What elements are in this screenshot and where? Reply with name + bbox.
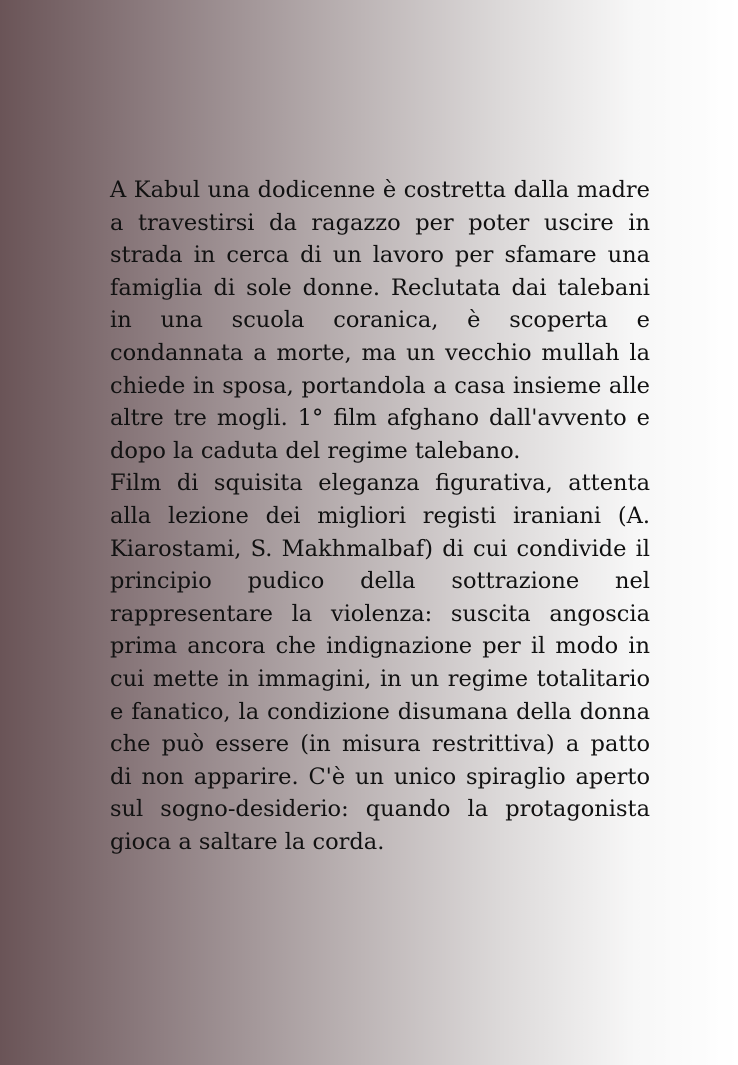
synopsis-paragraph-plot: A Kabul una dodicenne è costretta dalla madre a travestirsi da ragazzo per poter uscire in strada in cerca di un lavoro per sfamare una famiglia di sole donne. Reclutata dai talebani in una scuola coranica, è scoperta e condannata a morte, ma un vecchio mullah la chiede in sposa, portandola a casa insieme alle altre tre mogli. 1° film afghano dall'avvento e dopo la caduta del regime talebano. [110,177,650,464]
synopsis-text-block [110,174,650,858]
synopsis-paragraph-review: Film di squisita eleganza figurativa, attenta alla lezione dei migliori registi iraniani (A. Kiarostami, S. Makhmalbaf) di cui condivide il principio pudico della sottrazione nel rappresentare la violenza: suscita angoscia prima ancora che indignazione per il modo in cui mette in immagini, in un regime totalitario e fanatico, la condizione disumana della donna che può essere (in misura restrittiva) a patto di non apparire. C'è un unico spiraglio aperto sul sogno-desiderio: quando la protagonista gioca a saltare la corda. [110,470,650,855]
